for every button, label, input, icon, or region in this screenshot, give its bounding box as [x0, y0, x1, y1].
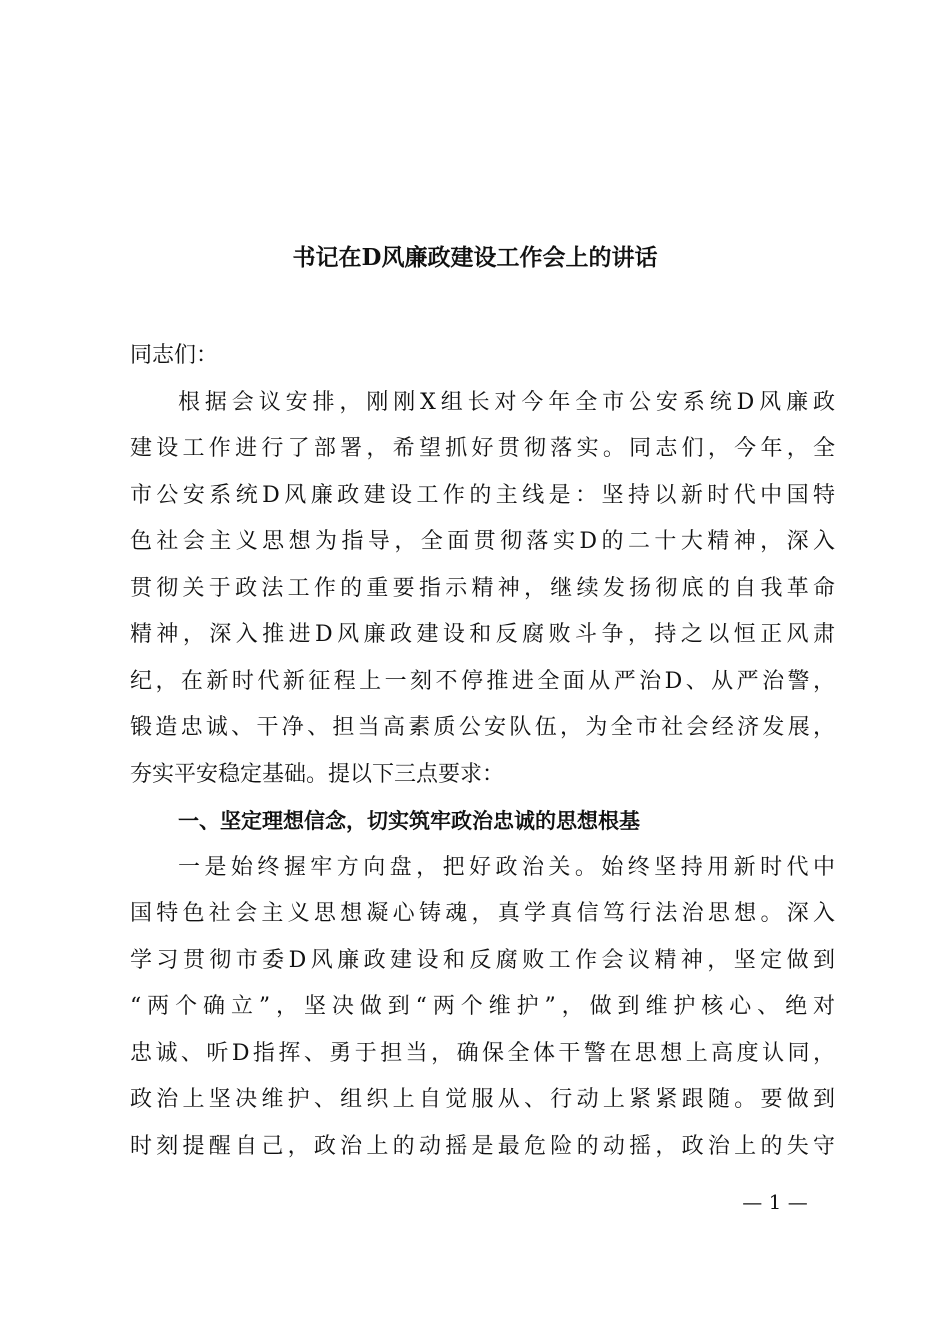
paragraph-line: 夯实平安稳定基础。提以下三点要求： — [130, 761, 505, 787]
paragraph-line: 一是始终握牢方向盘，把好政治关。始终坚持用新时代中 — [178, 854, 835, 880]
paragraph-line: 忠诚、听D指挥、勇于担当，确保全体干警在思想上高度认同， — [130, 1040, 835, 1066]
paragraph-line: 市公安系统D风廉政建设工作的主线是：坚持以新时代中国特 — [130, 482, 835, 508]
greeting: 同志们： — [130, 343, 219, 368]
section-heading: 一、坚定理想信念，切实筑牢政治忠诚的思想根基 — [178, 809, 640, 833]
paragraph-line: 根据会议安排，刚刚X组长对今年全市公安系统D风廉政 — [178, 389, 835, 415]
paragraph-line: 学习贯彻市委D风廉政建设和反腐败工作会议精神，坚定做到 — [130, 947, 835, 973]
paragraph-line: 精神，深入推进D风廉政建设和反腐败斗争，持之以恒正风肃 — [130, 622, 835, 647]
page-number: — 1 — — [742, 1190, 808, 1214]
paragraph-line: 国特色社会主义思想凝心铸魂，真学真信笃行法治思想。深入 — [130, 901, 835, 926]
document-body — [130, 333, 835, 1170]
paragraph-line: 锻造忠诚、干净、担当高素质公安队伍，为全市社会经济发展， — [130, 715, 835, 740]
paragraph-line: 贯彻关于政法工作的重要指示精神，继续发扬彻底的自我革命 — [130, 575, 835, 601]
paragraph-line: 建设工作进行了部署，希望抓好贯彻落实。同志们，今年，全 — [130, 436, 835, 461]
paragraph-line: 政治上坚决维护、组织上自觉服从、行动上紧紧跟随。要做到 — [130, 1087, 835, 1112]
paragraph-line: 色社会主义思想为指导，全面贯彻落实D的二十大精神，深入 — [130, 529, 835, 554]
paragraph-line: “两个确立”，坚决做到“两个维护”，做到维护核心、绝对 — [130, 994, 835, 1019]
document-title: 书记在D风廉政建设工作会上的讲话 — [292, 244, 658, 271]
paragraph-line: 时刻提醒自己，政治上的动摇是最危险的动摇，政治上的失守 — [130, 1133, 835, 1159]
paragraph-line: 纪，在新时代新征程上一刻不停推进全面从严治D、从严治警， — [130, 668, 835, 694]
